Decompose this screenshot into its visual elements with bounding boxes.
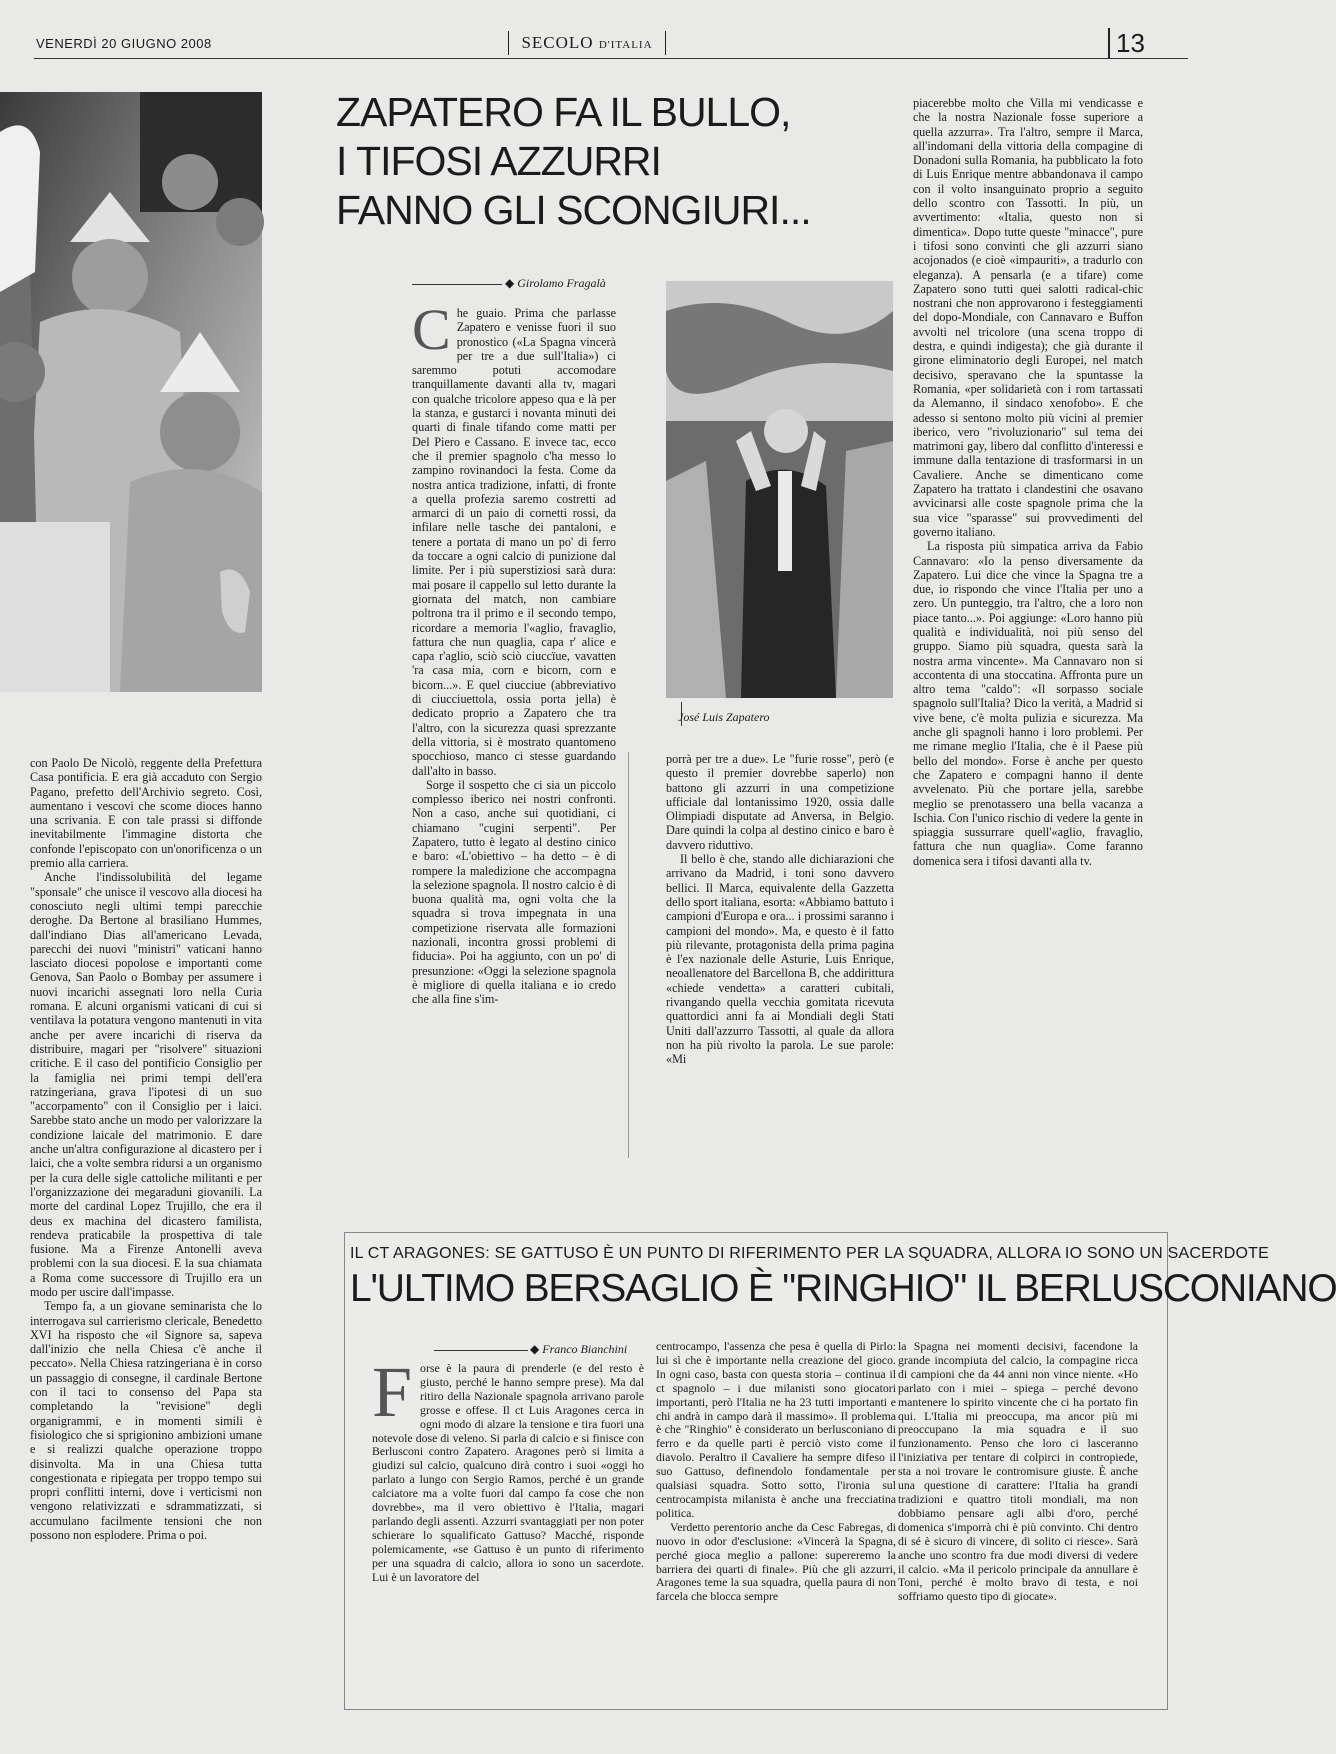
author-name: Franco Bianchini — [542, 1342, 628, 1356]
bishops-photo-graphic — [0, 92, 262, 692]
column-separator — [628, 752, 629, 1158]
header-rule — [34, 58, 1188, 59]
article-column-3 — [913, 96, 1143, 868]
paragraph: Verdetto perentorio anche da Cesc Fabregas, di nuovo in odor d'esclusione: «Vincerà la Spagna, perché gioca meglio a pallone: supereremo la barriera dei quarti di finale». Più che gli azzurri, Aragones teme la sua squadra, quella paura di non farcela che blocca sempre — [656, 1519, 896, 1604]
byline-rule — [434, 1350, 528, 1351]
kicker: IL CT ARAGONES: SE GATTUSO È UN PUNTO DI RIFERIMENTO PER LA SQUADRA, ALLORA IO SONO UN SACERDOTE — [350, 1245, 1269, 1262]
masthead-suffix: D'ITALIA — [598, 39, 653, 51]
paragraph: Il bello è che, stando alle dichiarazioni che arrivano da Madrid, i toni sono davvero bellici. Il Marca, equivalente della Gazzetta dello sport italiana, esorta: «Abbiamo battuto i campioni d'Europa e ora... i prossimi saranno i campioni del mondo». Ma, e questo è il fatto più rilevante, protagonista della prima pagina è l'ex nazionale delle Asturie, Luis Enrique, neoallenatore del Barcellona B, che addirittura «chiede vendetta» a caratteri cubitali, rivangando quella vecchia gomitata ricevuta quattordici anni fa ai Mondiali degli Stati Uniti dall'azzurro Tassotti, al quale da allora non ha più rivolto la parola. Le sue parole: «Mi — [666, 852, 894, 1067]
headline-line: FANNO GLI SCONGIURI... — [336, 187, 811, 233]
paragraph: Tempo fa, a un giovane seminarista che lo interrogava sul carrierismo clericale, Benedetto XVI ha risposto che «il Signore sa, sapeva dall'inizio che nella Chiesa c'è anche il peccato». Nella Chiesa ratzingeriana è in corso un passaggio di consegne, il cardinale Bertone con il taci to consenso del Papa sta completando la "revisione" degli organigrammi, e in momenti simili è fisiologico che si sprigionino ambizioni umane e si realizzi qualche operazione troppo disinvolta. Ma in una Chiesa tutta congestionata e ripiegata per troppo tempo sui propri conflitti interni, dove i verticismi non vengono relativizzati e sdrammatizzati, si accumulano facilmente tensioni che non possono non esplodere. Prima o poi. — [30, 1299, 262, 1543]
paragraph: Sorge il sospetto che ci sia un piccolo complesso iberico nei nostri confronti. Non a caso, anche sui quotidiani, ci chiamano "cugini serpenti". Per Zapatero, tutto è legato al destino cinico e baro: «L'obiettivo – ha detto – è di rompere la maledizione che accompagna la selezione spagnola. Il nostro calcio è di buona qualità ma, ogni volta che la squadra si trova impegnata in una competizione riservata alle formazioni nazionali, incontra grossi problemi di fiducia». Poi ha aggiunto, con un po' di presunzione: «Oggi la selezione spagnola è migliore di quella italiana e io credo che alla fine s'im- — [412, 777, 616, 1007]
photo-caption: José Luis Zapatero — [678, 710, 770, 724]
paragraph: piacerebbe molto che Villa mi vendicasse e che la nostra Nazionale fosse superiore a quella azzurra». Tra l'altro, sempre il Marca, all'indomani della vittoria della compagine di Donadoni sulla Romania, ha pubblicato la foto di Luis Enrique mentre abbandonava il campo con il volto insanguinato proprio a seguito dello scontro con Tassotti. In più, un avvertimento: «Italia, questo non si dimentica». Dopo tutte queste "minacce", pure i tifosi sono convinti che gli azzurri siano acojonados (e cioè «impauriti», a tradurlo con eleganza). A pensarla (e a tifare) come Zapatero sono tutti quei salotti radical-chic nostrani che non approvarono i festeggiamenti del dopo-Mondiale, con Cannavaro e Buffon avvolti nel tricolore (una scena troppo di destra, e quindi indigesta); che già durante il girone eliminatorio degli Europei, nel match decisivo, speravano che la spuntasse la Romania, «per solidarietà con i rom tartassati da Alemanno, il sindaco xenofobo». E che adesso si sentono molto più vicini al premier iberico, vero "rivoluzionario" sul tema dei matrimoni gay, libero dal conflitto d'interessi e immune dalla tentazione di trasformarsi in un Cavaliere. Anche se dimenticano come Zapatero ha trattato i clandestini che osavano avvicinarsi alle coste spagnole prima che la sua vice "sparasse" sui provvedimenti del governo italiano. — [913, 96, 1143, 539]
article-headline — [336, 88, 866, 235]
bishops-photo — [0, 92, 262, 692]
paragraph-text: he guaio. Prima che parlasse Zapatero e venisse fuori il suo pronostico («La Spagna vincerà per tre a due sull'Italia») ci saremmo potuti accomodare tranquillamente davanti alla tv, magari con qualche tricolore appeso qua e là per la stanza, e gustarci i novanta minuti dei quarti di finale tifando come matti per Del Piero e Cassano. E invece tac, ecco che il premier spagnolo c'ha messo lo zampino rovinandoci la festa. Come da nostra antica tradizione, infatti, di fronte a quella profezia saremo costretti ad armarci di un paio di cornetti rossi, da infilare nelle tasche dei pantaloni, e tenere a portata di mano un po' di ferro da toccare a ogni calcio di punizione dal limite. Per i più superstiziosi sarà dura: mai posare il cappello sul letto durante la giornata del match, non cambiare poltrona tra il primo e il secondo tempo, ricordare a memoria l'«aglio, fravaglio, fattura che nun quaglia, capa r' alice e capa r'aglio, sciò sciò ciuccïue, vavatten 'ra casa mia, corn e bicorn, corn e bicorn...». E quel ciucciue (abbreviativo di ciucciuettola, ossia porta jella) è dedicato proprio a Zapatero che tra l'altro, con la sicurezza quasi sprezzante della vittoria, si è mostrato quantomeno spocchioso, manco ci stesse guardando dall'alto in basso. — [412, 306, 616, 778]
drop-cap: F — [372, 1352, 413, 1432]
headline-line: I TIFOSI AZZURRI — [336, 138, 661, 184]
article-column-2 — [666, 752, 894, 1067]
page-number: 13 — [1108, 28, 1145, 59]
paragraph — [412, 297, 616, 778]
headline-line: ZAPATERO FA IL BULLO, — [336, 89, 791, 135]
zapatero-photo — [666, 281, 893, 698]
byline: ◆ Girolamo Fragalà — [505, 276, 606, 290]
issue-date: VENERDÌ 20 GIUGNO 2008 — [36, 36, 212, 51]
zapatero-photo-graphic — [666, 281, 893, 698]
paragraph: Anche l'indissolubilità del legame "sponsale" che unisce il vescovo alla diocesi ha conosciuto negli ultimi tempi parecchie deroghe. Da Bertone al brasiliano Hummes, dall'indiano Dias all'americano Levada, parecchi dei nuovi "ministri" vaticani hanno lasciato diocesi popolose e importanti come Genova, San Paolo o Bombay per assumere i nuovi incarichi assegnati loro nella Curia romana. E alcuni organismi vaticani di cui si ventilava la potatura vengono mantenuti in vita anche per avere incarichi di riserva da distribuire, magari per "risolvere" situazioni critiche. E il caso del pontificio Consiglio per la famiglia nei primi tempi dell'era ratzingeriana, grava l'ipotesi di un suo "accorpamento" con il Consiglio per i laici. Sarebbe stato anche un modo per valorizzare la condizione laicale del matrimonio. E dare anche un'altra configurazione al dicastero per i laici, che a volte sembra ridursi a un organismo per la cura delle sigle cattoliche militanti e per l'organizzazione dei megaraduni giovanili. La morte del cardinal Lopez Trujillo, che era il deus ex machina del dicastero familista, rendeva praticabile la prospettiva di tale fusione. Ma a Firenze Antonelli aveva problemi con la sua diocesi. E la sua chiamata a Roma come successore di Trujillo era un modo per uscire dall'impasse. — [30, 870, 262, 1299]
paragraph: porrà per tre a due». Le "furie rosse", però (e questo il premier dovrebbe saperlo) non battono gli azzurri in una competizione ufficiale dal lontanissimo 1920, ossia dalle Olimpiadi disputate ad Anversa, in Belgio. Dare quindi la colpa al destino cinico e baro è davvero riduttivo. — [666, 752, 894, 852]
paragraph: centrocampo, l'assenza che pesa è quella di Pirlo: lui sì che è importante nella creazione del gioco. In ogni caso, basta con questa storia – continua il ct spagnolo – i due milanisti sono giocatori importanti, però l'Italia ne ha 23 tutti importanti e chi andrà in campo darà il massimo». Il problema è che "Ringhio" è considerato un berlusconiano di ferro e da quelle parti è perciò visto come il diavolo. Peraltro il Cavaliere ha sempre difeso il suo Gattuso, definendolo fondamentale per qualsiasi squadra. Sotto sotto, l'ironia sul centrocampista milanista è anche una frecciatina politica. — [656, 1339, 896, 1520]
byline: ◆ Franco Bianchini — [530, 1342, 628, 1356]
article2-column-1 — [372, 1352, 644, 1585]
paragraph: La risposta più simpatica arriva da Fabio Cannavaro: «Io la penso diversamente da Zapatero. Lui dice che vince la Spagna tre a due, io rispondo che vince l'Italia per uno a zero. Un punteggio, tra l'altro, che a loro non piace tanto...». Poi aggiunge: «Loro hanno più qualità e individualità, noi più senso del gruppo. Siamo più squadra, questa sarà la nostra arma vincente». Ma Cannavaro non si accontenta di una stoccatina. Affronta pure un altro tema "caldo": «Il sorpasso sociale spagnolo sull'Italia? Dico la verità, a Madrid si vive bene, c'è molta pulizia e sicurezza. Ma anche gli spagnoli hanno i loro problemi. Per me rimane meglio l'Italia, che è il Paese più bello del mondo». Forse è anche per questo che Zapatero e compagni hanno il dente avvelenato. Più che portare jella, sarebbe meglio se prenotassero una bella vacanza a Ischia. Con l'unico rischio di vedere la gente in spiaggia sussurrare quell'«aglio, fravaglio, fattura che nun quaglia». Come faranno domenica sera i tifosi davanti alla tv. — [913, 539, 1143, 868]
masthead — [508, 31, 666, 55]
page-header — [0, 28, 1202, 64]
article2-headline: L'ULTIMO BERSAGLIO È "RINGHIO" IL BERLUSCONIANO — [350, 1267, 1336, 1310]
article-column-1 — [412, 297, 616, 1007]
byline-rule — [412, 284, 502, 285]
author-name: Girolamo Fragalà — [517, 276, 606, 290]
masthead-name: SECOLO — [521, 33, 594, 52]
article2-column-3 — [898, 1340, 1138, 1604]
drop-cap: C — [412, 297, 451, 362]
article2-column-2 — [656, 1340, 896, 1604]
paragraph — [372, 1352, 644, 1585]
paragraph: la Spagna nei momenti decisivi, facendone la grande incompiuta del calcio, la compagine ricca di campioni che da 44 anni non vince niente. «Ho parlato con i miei – spiega – perché devono mantenere lo spirito vincente che ci ha portato fin qui. L'Italia mi preoccupa, ma ancor più mi preoccupano la mia squadra e il suo funzionamento. Penso che loro ci lasceranno l'iniziativa per tentare di colpirci in contropiede, sta a noi trovare le contromisure giuste. È anche una questione di carattere: l'Italia ha grandi tradizioni e quattro titoli mondiali, ma non dobbiamo pensare agli albi d'oro, perché domenica s'imporrà chi è più convinto. Chi dentro di sé è sicuro di vincere, di solito ci riesce». Sarà anche uno scontro fra due modi diversi di vedere il calcio. «Ma il pericolo principale da annullare è Toni, perché è molto bravo di testa, e noi soffriamo questo tipo di giocate». — [898, 1339, 1138, 1604]
paragraph-text: orse è la paura di prenderle (e del resto è giusto, perché le hanno sempre prese). Ma dal ritiro della Nazionale spagnola arrivano parole grosse e offese. Il ct Luis Aragones cerca in ogni modo di alzare la tensione e tira fuori una notevole dose di veleno. Si parla di calcio e si finisce con Berlusconi contro Zapatero. Aragones però si limita a giudizi sul calcio, qualcuno dirà contro i suoi «oggi ho parlato a lungo con Sergio Ramos, perché è un grande calciatore ma a volte fuori dal campo fa cose che non dovrebbe», ma il vero obiettivo è l'Italia, magari parlando degli assenti. Azzurri svantaggiati per non poter schierare lo squalificato Gattuso? Macché, risponde polemicamente, «se Gattuso è un punto di riferimento per una squadra di calcio, allora io sono un sacerdote. Lui è un lavoratore del — [372, 1361, 644, 1584]
left-column — [30, 756, 262, 1542]
paragraph: con Paolo De Nicolò, reggente della Prefettura Casa pontificia. E era già accaduto con Sergio Pagano, prefetto dell'Archivio segreto. Così, aumentano i vescovi che scome dioces hanno una scrivania. E con tale prassi si diffonde inevitabilmente l'immagine distorta che confonde l'episcopato con un'onorificenza o un premio alla carriera. — [30, 756, 262, 871]
